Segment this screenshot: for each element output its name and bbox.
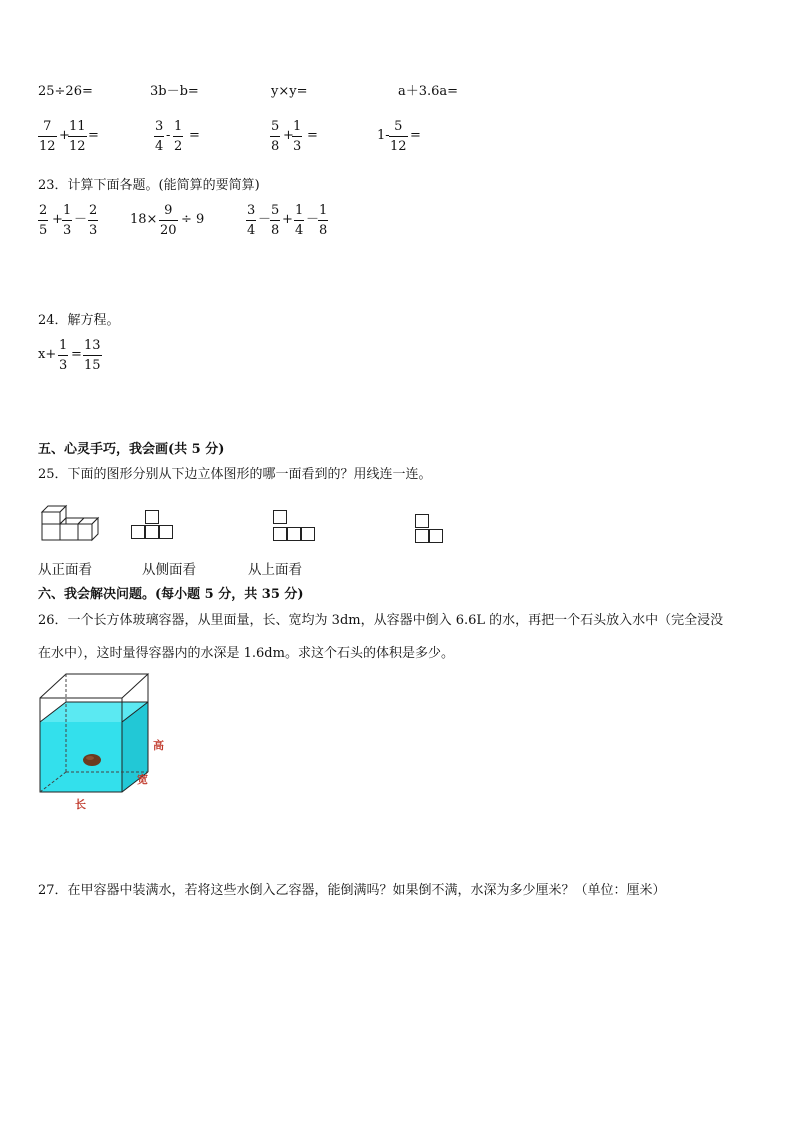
prefix: 1- [377, 128, 390, 143]
denominator: 4 [154, 136, 164, 154]
prefix: x+ [38, 347, 57, 362]
operator: + [283, 128, 294, 143]
numerator: 7 [43, 119, 52, 134]
numerator: 1 [295, 203, 304, 218]
numerator: 1 [59, 338, 68, 353]
equals: = [410, 128, 421, 143]
label-front-view: 从正面看 [38, 562, 92, 578]
operator: + [52, 212, 63, 227]
denominator: 5 [38, 220, 48, 238]
label-top-view: 从上面看 [248, 562, 302, 578]
numerator: 1 [63, 203, 72, 218]
operator: － [74, 212, 88, 227]
denominator: 3 [88, 220, 98, 238]
water-front-face [40, 722, 122, 792]
prefix: 18× [130, 212, 158, 227]
numerator: 2 [39, 203, 48, 218]
numerator: 11 [69, 119, 86, 134]
label-height: 高 [153, 739, 164, 752]
denominator: 8 [270, 220, 280, 238]
section-5-title: 五、心灵手巧，我会画(共 5 分) [38, 442, 225, 457]
expr-3b-minus-b: 3b－b= [150, 84, 199, 99]
denominator: 3 [62, 220, 72, 238]
numerator: 1 [174, 119, 183, 134]
question-26-line-2: 在水中），这时量得容器内的水深是 1.6dm。求这个石头的体积是多少。 [38, 646, 454, 661]
denominator: 4 [246, 220, 256, 238]
numerator: 13 [84, 338, 101, 353]
numerator: 2 [89, 203, 98, 218]
operator: － [306, 212, 320, 227]
label-side-view: 从侧面看 [142, 562, 196, 578]
denominator: 2 [173, 136, 183, 154]
question-25-text: 25．下面的图形分别从下边立体图形的哪一面看到的？用线连一连。 [38, 467, 432, 482]
operator: + [282, 212, 293, 227]
denominator: 3 [58, 355, 68, 373]
numerator: 5 [271, 119, 280, 134]
solid-figure [38, 502, 100, 546]
numerator: 5 [271, 203, 280, 218]
stone-icon [83, 754, 101, 766]
expr-y-times-y: y×y= [271, 84, 308, 99]
denominator: 12 [68, 136, 87, 154]
denominator: 20 [159, 220, 178, 238]
denominator: 15 [83, 355, 102, 373]
equals: = [88, 128, 99, 143]
denominator: 3 [292, 136, 302, 154]
denominator: 4 [294, 220, 304, 238]
question-24-title: 24．解方程。 [38, 313, 120, 328]
numerator: 3 [247, 203, 256, 218]
operator: + [59, 128, 70, 143]
equals: = [307, 128, 318, 143]
numerator: 1 [293, 119, 302, 134]
denominator: 8 [318, 220, 328, 238]
numerator: 9 [164, 203, 173, 218]
denominator: 12 [389, 136, 408, 154]
numerator: 5 [394, 119, 403, 134]
question-23-title: 23．计算下面各题。(能简算的要简算) [38, 178, 260, 193]
question-26-line-1: 26．一个长方体玻璃容器，从里面量，长、宽均为 3dm，从容器中倒入 6.6L 的水，再把一个石头放入水中（完全浸没 [38, 613, 724, 628]
label-length: 长 [75, 798, 86, 811]
label-width: 宽 [137, 773, 148, 786]
numerator: 3 [155, 119, 164, 134]
section-6-title: 六、我会解决问题。(每小题 5 分，共 35 分) [38, 587, 304, 602]
operator: － [258, 212, 272, 227]
operator: - [166, 128, 171, 143]
expr-25-div-26: 25÷26= [38, 84, 93, 99]
equals: = [189, 128, 200, 143]
equals: = [71, 347, 82, 362]
expr-a-plus-3-6a: a＋3.6a= [398, 84, 459, 99]
question-27-text: 27．在甲容器中装满水，若将这些水倒入乙容器，能倒满吗？如果倒不满，水深为多少厘米？（单位：厘米） [38, 883, 666, 898]
denominator: 12 [38, 136, 57, 154]
suffix: ÷ 9 [181, 212, 205, 227]
numerator: 1 [319, 203, 328, 218]
denominator: 8 [270, 136, 280, 154]
